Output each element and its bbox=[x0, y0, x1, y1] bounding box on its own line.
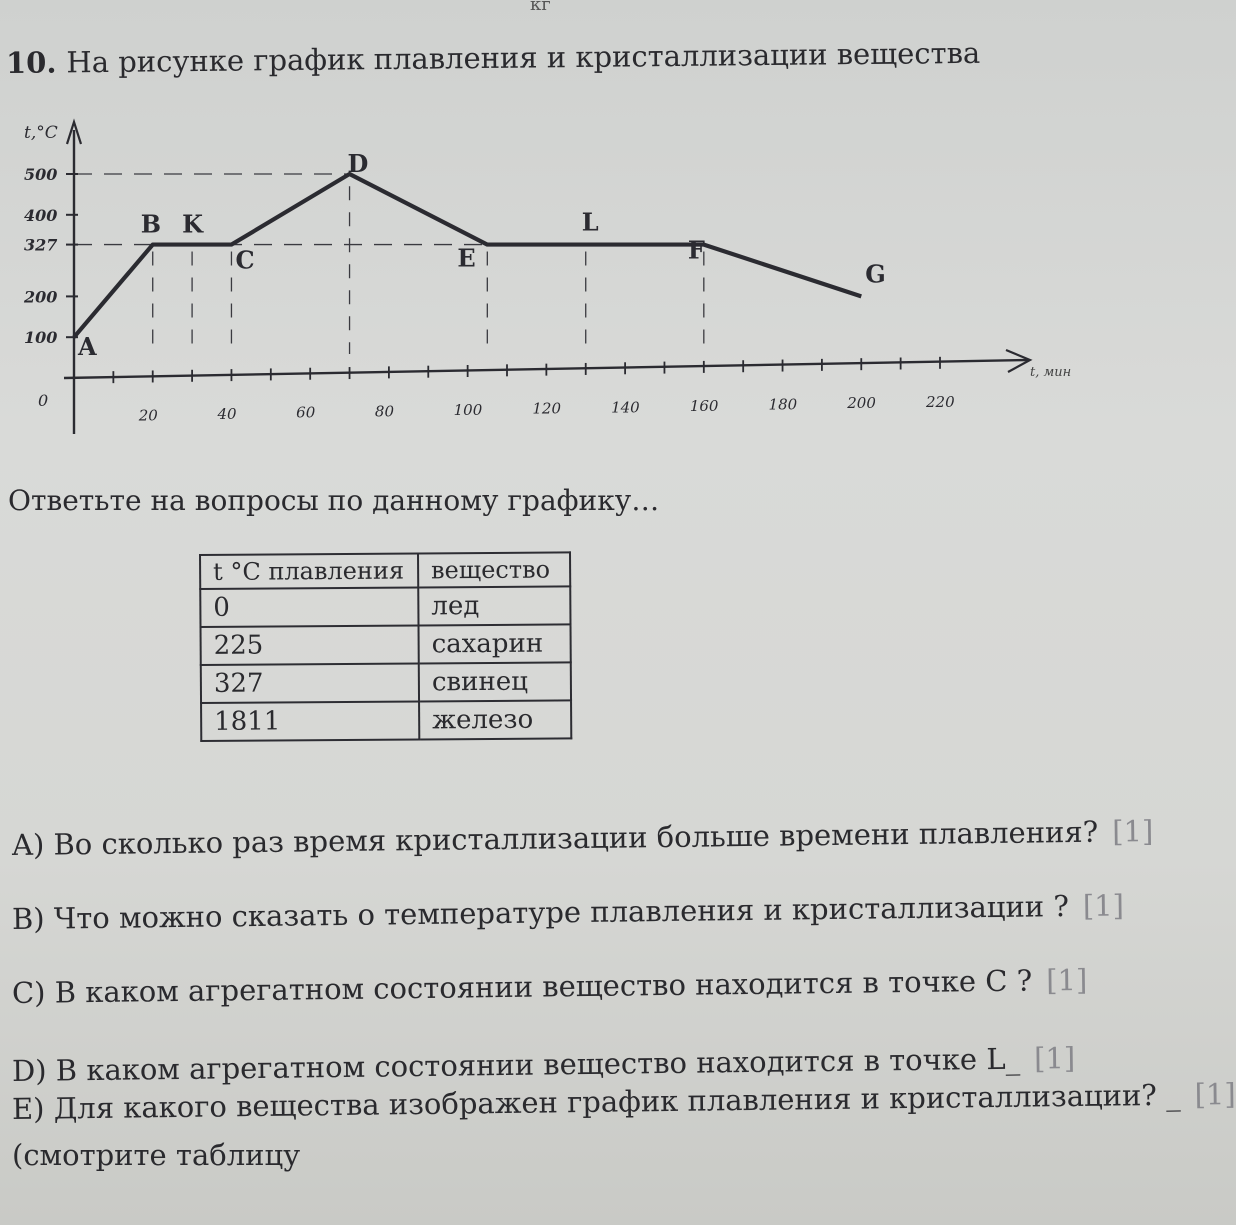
cut-header-text: кг bbox=[530, 0, 551, 15]
point-label-l: L bbox=[581, 207, 599, 237]
question-letter: B) bbox=[11, 901, 45, 936]
question-e-note bbox=[12, 1138, 300, 1172]
table-row bbox=[200, 586, 570, 627]
y-tick-label: 200 bbox=[24, 287, 58, 307]
question-score: [1] bbox=[1082, 888, 1125, 923]
point-label-g: G bbox=[865, 259, 886, 289]
origin-label: 0 bbox=[38, 391, 49, 410]
question-b bbox=[12, 888, 1124, 936]
melting-chart-svg bbox=[0, 100, 1144, 460]
task-number: 10. bbox=[5, 45, 57, 80]
task-title bbox=[6, 36, 981, 80]
point-label-d: D bbox=[347, 149, 369, 178]
question-score: [1] bbox=[1033, 1041, 1076, 1076]
question-score: [1] bbox=[1112, 814, 1154, 849]
question-text: Во сколько раз время кристаллизации больше времени плавления? bbox=[53, 814, 1099, 862]
point-label-k: K bbox=[182, 209, 203, 239]
question-text: Что можно сказать о температуре плавления и кристаллизации ? bbox=[53, 889, 1070, 936]
question-letter: C) bbox=[11, 975, 46, 1010]
question-letter: D) bbox=[11, 1053, 47, 1088]
y-tick-label: 100 bbox=[24, 328, 58, 348]
point-label-e: E bbox=[457, 243, 476, 273]
x-tick-label: 140 bbox=[611, 398, 640, 417]
x-tick-label: 100 bbox=[453, 401, 483, 420]
point-label-f: F bbox=[687, 235, 705, 265]
table-cell-substance: сахарин bbox=[419, 624, 571, 663]
question-a bbox=[12, 814, 1154, 862]
question-letter: E) bbox=[11, 1091, 45, 1126]
melting-point-table bbox=[199, 551, 572, 742]
question-text: Для какого вещества изображен график плавления и кристаллизации? _ bbox=[53, 1077, 1181, 1126]
y-tick-label: 400 bbox=[24, 205, 58, 225]
task-title-text: На рисунке график плавления и кристаллизации вещества bbox=[66, 35, 981, 80]
instruction-text: Ответьте на вопросы по данному графику… bbox=[8, 484, 660, 517]
y-tick-label: 327 bbox=[24, 235, 58, 255]
x-tick-label: 180 bbox=[768, 395, 798, 414]
table-header-substance: вещество bbox=[418, 552, 570, 587]
table-header-row bbox=[200, 552, 570, 589]
question-text: (смотрите таблицу bbox=[12, 1138, 301, 1172]
x-tick-label: 60 bbox=[296, 403, 316, 422]
x-axis-label: t, мин bbox=[1030, 365, 1072, 380]
question-text: В каком агрегатном состоянии вещество находится в точке C ? bbox=[54, 963, 1033, 1010]
point-label-a: A bbox=[78, 332, 97, 362]
question-text: В каком агрегатном состоянии вещество находится в точке L_ bbox=[55, 1041, 1021, 1088]
point-label-b: B bbox=[140, 209, 162, 239]
table-cell-temp: 0 bbox=[200, 587, 418, 627]
question-c bbox=[12, 963, 1088, 1010]
table-cell-temp: 225 bbox=[201, 625, 419, 665]
table-header-temp: t °C плавления bbox=[200, 553, 418, 589]
melting-chart bbox=[0, 100, 1144, 460]
question-score: [1] bbox=[1045, 962, 1088, 998]
x-tick-label: 80 bbox=[374, 402, 395, 421]
x-tick-label: 220 bbox=[926, 392, 955, 411]
x-tick-label: 120 bbox=[532, 399, 562, 418]
point-label-c: C bbox=[235, 245, 255, 275]
table-row bbox=[201, 662, 571, 703]
table-row bbox=[201, 624, 571, 665]
table-cell-substance: лед bbox=[418, 586, 570, 625]
x-tick-label: 40 bbox=[217, 405, 237, 424]
table-row bbox=[201, 700, 571, 741]
table-cell-temp: 327 bbox=[201, 663, 419, 703]
table-cell-substance: свинец bbox=[419, 662, 571, 701]
x-tick-label: 160 bbox=[689, 396, 719, 415]
x-tick-label: 20 bbox=[138, 406, 158, 425]
question-score: [1] bbox=[1194, 1077, 1236, 1112]
question-letter: A) bbox=[11, 827, 45, 862]
y-tick-label: 500 bbox=[24, 165, 58, 184]
table-cell-temp: 1811 bbox=[201, 701, 419, 741]
x-tick-label: 200 bbox=[847, 394, 876, 413]
y-axis-label: t,°C bbox=[24, 123, 58, 143]
table-cell-substance: железо bbox=[419, 700, 571, 739]
